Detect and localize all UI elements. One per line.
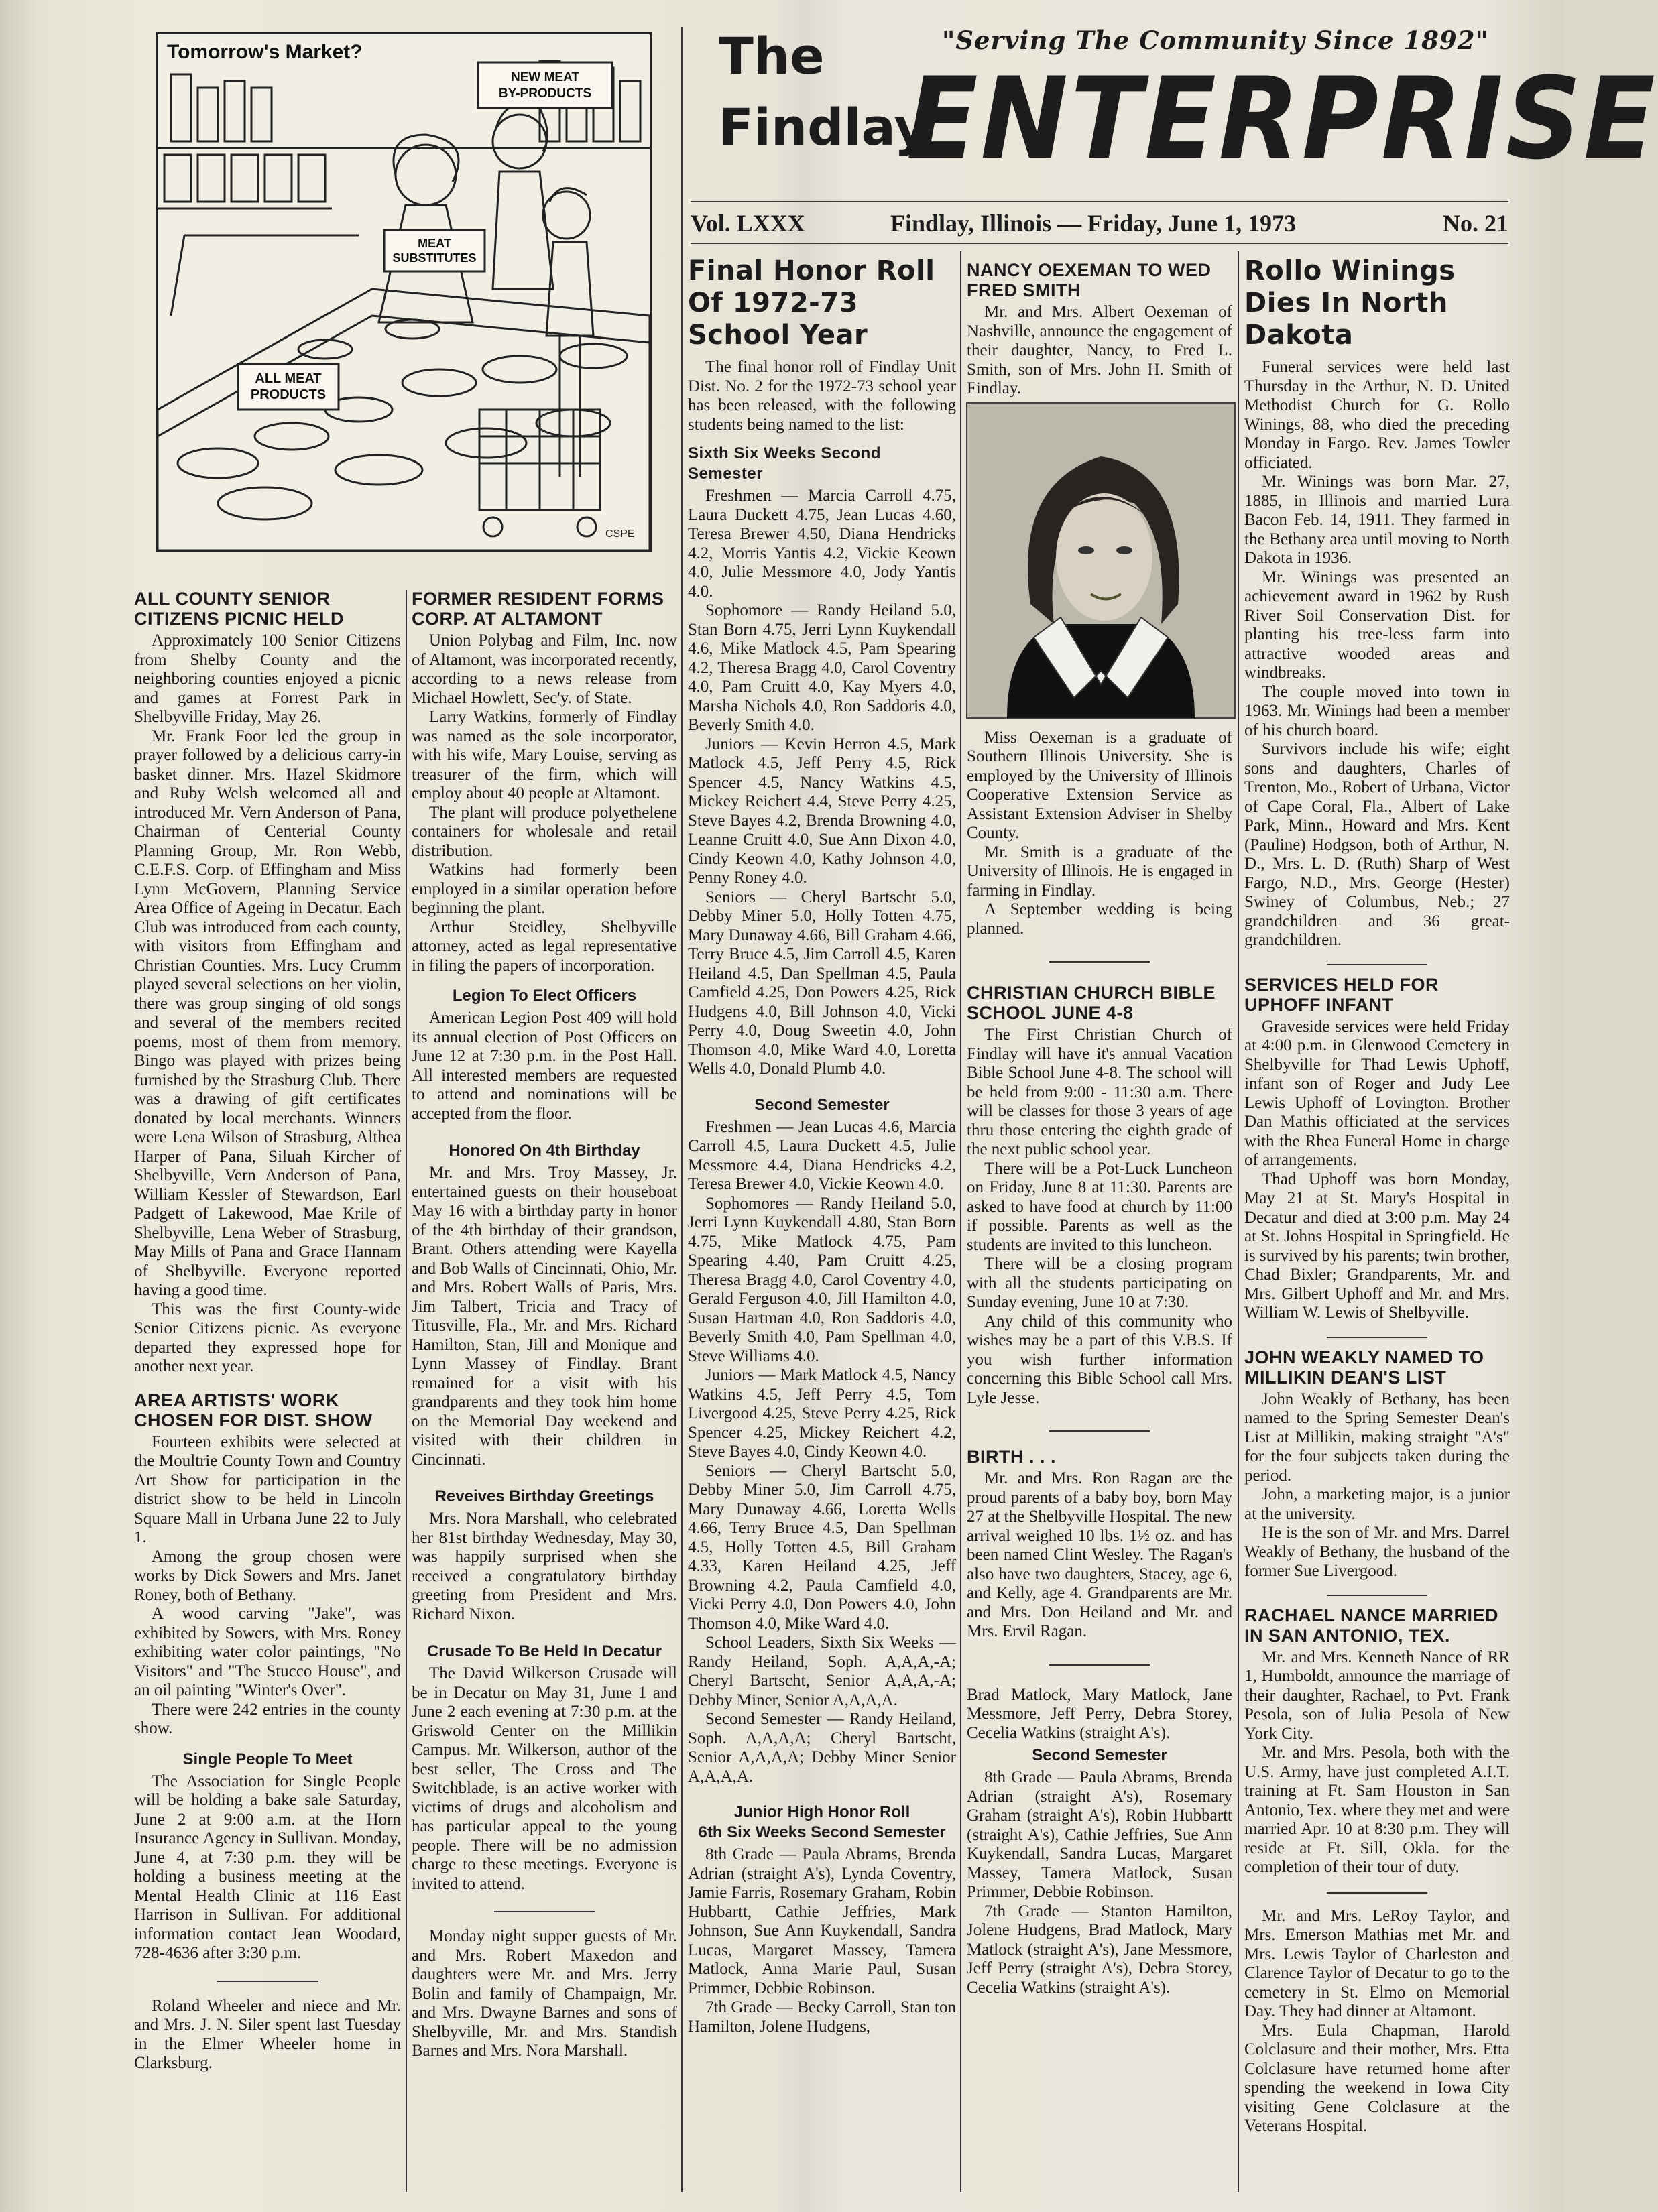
honor-list: Juniors — Kevin Herron 4.5, Mark Matlock 4.5, Jeff Perry 4.5, Rick Spencer 4.5, Nancy Watkins 4.5, Mickey Reichert 4.4, Steve Perry 4.25, Steve Bayes 4.2, Brenda Browning 4.0, Leanne Cruitt 4.0, Sue Ann Dixon 4.0, Cindy Keown 4.0, Kathy Johnson 4.0, Penny Roney 4.0. <box>688 735 956 887</box>
separator <box>1327 1892 1427 1894</box>
article-paragraph: Funeral services were held last Thursday in the Arthur, N. D. United Methodist Church for G. Rollo Winings, 88, who died the preceding Monday in Fargo. Rev. James Towler officiated. <box>1244 358 1510 472</box>
article-paragraph: Mr. and Mrs. Kenneth Nance of RR 1, Humboldt, announce the marriage of their daughter, Rachael, to Pvt. Frank Pesola, son of Julia Pesola of New York City. <box>1244 1648 1510 1743</box>
separator <box>1327 1595 1427 1596</box>
masthead-findlay: Findlay <box>719 97 928 157</box>
separator <box>1327 964 1427 965</box>
honor-list: 7th Grade — Becky Carroll, Stan ton Hamilton, Jolene Hudgens, <box>688 1998 956 2036</box>
column-rule-1 <box>406 590 407 2192</box>
article-paragraph: There will be a Pot-Luck Luncheon on Friday, June 8 at 11:30. Parents are asked to have food at church by 11:00 if possible. Parents as well as the students are invited to this luncheon. <box>967 1159 1232 1254</box>
separator <box>1049 1430 1150 1432</box>
cartoon-sign-all-meat: ALL MEAT PRODUCTS <box>250 371 327 402</box>
honor-list: 7th Grade — Stanton Hamilton, Jolene Hudgens, Brad Matlock, Mary Matlock (straight A's), Jane Messmore, Jeff Perry (straight A's), Debra Storey, Cecelia Watkins (straight A's). <box>967 1902 1232 1997</box>
cartoon-sign-new-meat: NEW MEAT BY-PRODUCTS <box>498 70 592 101</box>
cartoon-title: Tomorrow's Market? <box>167 41 363 63</box>
art-show-headline: AREA ARTISTS' WORK CHOSEN FOR DIST. SHOW <box>134 1390 373 1430</box>
honor-list: 8th Grade — Paula Abrams, Brenda Adrian (straight A's), Rosemary Graham (straight A's), Robin Hubbartt (straight A's), Cathie Jeffries, Sue Ann Kuykendall, Sandra Lucas, Margaret Massey, Tamera Matlock, Susan Primmer, Debbie Robinson. <box>967 1768 1232 1901</box>
column-rule-4 <box>1238 251 1239 2192</box>
single-people-headline: Single People To Meet <box>182 1749 353 1768</box>
article-paragraph: Monday night supper guests of Mr. and Mrs. Robert Maxedon and daughters were Mr. and Mrs. Jerry Bolin and family of Champaign, Mr. and Mrs. Dwayne Barnes and sons of Shelbyville, Mr. and Mrs. Standish Barnes and Mrs. Nora Marshall. <box>412 1927 677 2060</box>
separator <box>1049 1664 1150 1666</box>
honor-list: Seniors — Cheryl Bartscht 5.0, Debby Miner 5.0, Holly Totten 4.75, Mary Dunaway 4.66, Bill Graham 4.66, Terry Bruce 4.5, Jim Carroll 4.5, Karen Heiland 4.5, Dan Spellman 4.5, Paula Camfield 4.25, Don Powers 4.25, Rick Hudgens 4.0, Bill Johnson 4.0, Vicki Perry 4.0, Doug Sweetin 4.0, John Thomson 4.0, Mike Ward 4.0, Loretta Wells 4.0, Donald Plumb 4.0. <box>688 887 956 1078</box>
article-paragraph: Mr. Winings was born Mar. 27, 1885, in Illinois and married Lura Bacon Feb. 14, 1911. They farmed in the Bethany area until moving to North Dakota in 1936. <box>1244 473 1510 567</box>
deans-list-headline: JOHN WEAKLY NAMED TO MILLIKIN DEAN'S LIST <box>1244 1347 1484 1388</box>
article-paragraph: Mr. Winings was presented an achievement award in 1962 by Rush River Soil Conservation Dist. for planting his tree-less farm into attractive wooded areas and windbreaks. <box>1244 568 1510 682</box>
engagement-headline: NANCY OEXEMAN TO WED FRED SMITH <box>967 260 1211 300</box>
honor-list: Freshmen — Jean Lucas 4.6, Marcia Carroll 4.5, Laura Duckett 4.5, Julie Messmore 4.4, Diana Hendricks 4.2, Teresa Brewer 4.0, Vickie Keown 4.0. <box>688 1117 956 1193</box>
dateline-bar <box>691 206 1508 240</box>
honor-list: Sophomore — Randy Heiland 5.0, Stan Born 4.75, Jerri Lynn Kuykendall 4.6, Mike Matlock 4.5, Pam Spearing 4.2, Theresa Bragg 4.0, Carol Coventry 4.0, Pam Cruitt 4.0, Kay Myers 4.0, Marsha Nichols 4.0, Ron Saddoris 4.0, Beverly Smith 4.0. <box>688 601 956 734</box>
article-paragraph: Mr. Frank Foor led the group in prayer followed by a delicious carry-in basket dinner. Mrs. Hazel Skidmore and Ruby Welsh welcomed all and introduced Mr. Vern Anderson of Pana, Chairman of Centerial County Planning Group, Mr. Ron Webb, C.E.F.S. Corp. of Effingham and Miss Lynn McGovern, Planning Service Area Office of Ageing in Decatur. Each Club was introduced from each county, with visitors from Effingham and Christian Counties. Mrs. Lucy Crumm played several selections on her violin, there was group singing of old songs and several of the members recited poems, most of them from memory. Bingo was played with prizes being furnished by the Strasburg Club. There was a drawing of gift certificates donated by local merchants. Winners were Lena Wilson of Strasburg, Althea Harper of Pana, Siluah Kircher of Shelbyville, Vern Anderson of Pana, William Kessler of Stewardson, Earl Padgett of Lakewood, Mae Krile of Shelbyville, Lena Weber of Strasburg, May Mills of Pana and Grace Hannam of Shelbyville. Everyone reported having a good time. <box>134 727 401 1299</box>
column-5 <box>1244 253 1510 2204</box>
article-paragraph: The plant will produce polyethelene containers for wholesale and retail distribution. <box>412 803 677 860</box>
article-paragraph: He is the son of Mr. and Mrs. Darrel Weakly of Bethany, the husband of the former Sue Livergood. <box>1244 1524 1510 1580</box>
marriage-headline: RACHAEL NANCE MARRIED IN SAN ANTONIO, TEX. <box>1244 1605 1499 1646</box>
masthead-rule-top <box>691 201 1508 202</box>
former-resident-headline: FORMER RESIDENT FORMS CORP. AT ALTAMONT <box>412 589 664 629</box>
column-3 <box>688 253 956 2204</box>
honor-list: 8th Grade — Paula Abrams, Brenda Adrian (straight A's), Lynda Coventry, Jamie Farris, Rosemary Graham, Robin Hubbartt, Cathie Jeffries, Mark Johnson, Sue Ann Kuykendall, Sandra Lucas, Margaret Massey, Tamera Matlock, Anna Marie Paul, Susan Primmer, Debbie Robinson. <box>688 1845 956 1998</box>
market-cartoon-drawing <box>158 34 650 550</box>
article-paragraph: Thad Uphoff was born Monday, May 21 at St. Mary's Hospital in Decatur and died at 3:00 p.m. May 24 at St. Johns Hospital in Springfield. He is survived by his parents; twin brother, Chad Bixler; Grandparents, Mr. and Mrs. Gilbert Uphoff and Mr. and Mrs. William W. Lewis of Shelbyville. <box>1244 1170 1510 1322</box>
honor-list: Sophomores — Randy Heiland 5.0, Jerri Lynn Kuykendall 4.80, Stan Born 4.75, Mike Matlock 4.75, Pam Spearing 4.40, Pam Cruitt 4.25, Theresa Bragg 4.0, Carol Coventry 4.0, Gerald Ferguson 4.0, Jill Hamilton 4.0, Susan Hartman 4.0, Ron Saddoris 4.0, Beverly Smith 4.0, Pam Spellman 4.0, Steve Williams 4.0. <box>688 1194 956 1365</box>
legion-headline: Legion To Elect Officers <box>452 987 637 1005</box>
jh-second-semester-subhead: Second Semester <box>1032 1746 1167 1764</box>
separator <box>1049 961 1150 963</box>
cartoon-sign-substitutes: MEAT SUBSTITUTES <box>392 237 477 265</box>
article-paragraph: Larry Watkins, formerly of Findlay was named as the sole incorporator, with his wife, Mary Louise, serving as treasurer of the firm, which will employ about 40 people at Altamont. <box>412 708 677 802</box>
article-paragraph: Mr. and Mrs. Troy Massey, Jr. entertained guests on their houseboat May 16 with a birthday party in honor of the 4th birthday of their grandson, Brant. Others attending were Kayella and Bob Walls of Cincinnati, Ohio, Mr. and Mrs. Robert Walls of Paris, Mrs. Jim Talbert, Tricia and Tracy of Titusville, Fla., Mr. and Mrs. Richard Hamilton, Stan, Jill and Monique and Lynn Massey of Findlay. Brant remained for a visit with his grandparents and they took him home on the Memorial Day weekend and visited with their children in Cincinnati. <box>412 1164 677 1469</box>
article-paragraph: This was the first County-wide Senior Citizens picnic. As everyone departed they expressed hope for another next year. <box>134 1300 401 1375</box>
article-paragraph: American Legion Post 409 will hold its annual election of Post Officers on June 12 at 7:30 p.m. in the Post Hall. All interested members are requested to attend and nominations will be accepted from the floor. <box>412 1009 677 1123</box>
portrait-photo <box>967 403 1235 718</box>
article-paragraph: The First Christian Church of Findlay will have it's annual Vacation Bible School June 4-8. The school will be held from 9:00 - 11:30 a.m. There will be classes for those 3 years of age thru those entering the eighth grade of the next public school year. <box>967 1026 1232 1158</box>
crusade-headline: Crusade To Be Held In Decatur <box>426 1642 662 1660</box>
volume-number: Vol. LXXX <box>691 210 805 237</box>
honor-list: School Leaders, Sixth Six Weeks — Randy Heiland, Soph. A,A,A,-A; Cheryl Bartscht, Senior A,A,A,-A; Debby Miner, Senior A,A,A,A. <box>688 1634 956 1709</box>
article-paragraph: Mrs. Nora Marshall, who celebrated her 81st birthday Wednesday, May 30, was happily surprised when she received a congratulatory birthday greeting from President and Mrs. Richard Nixon. <box>412 1510 677 1623</box>
article-paragraph: Mr. Smith is a graduate of the University of Illinois. He is engaged in farming in Findlay. <box>967 843 1232 900</box>
masthead-the: The <box>719 26 825 86</box>
article-paragraph: Arthur Steidley, Shelbyville attorney, acted as legal representative in filing the papers of incorporation. <box>412 918 677 975</box>
article-paragraph: A September wedding is being planned. <box>967 900 1232 938</box>
article-paragraph: The Association for Single People will be holding a bake sale Saturday, June 2 at 9:00 a.m. at the Horn Insurance Agency in Sullivan. Monday, June 4, at 7:30 p.m. they will be holding a business meeting at the Mental Health Clinic at 116 East Harrison in Sullivan. For additional information contact Jean Woodard, 728-4636 after 3:30 p.m. <box>134 1772 401 1962</box>
article-paragraph: Mr. and Mrs. Albert Oexeman of Nashville, announce the engagement of their daughter, Nancy, to Fred L. Smith, son of Mrs. John H. Smith of Findlay. <box>967 303 1232 397</box>
article-paragraph: Approximately 100 Senior Citizens from Shelby County and the neighboring counties enjoyed a picnic and games at Forrest Park in Shelbyville Friday, May 26. <box>134 631 401 726</box>
dateline-text: Findlay, Illinois — Friday, June 1, 1973 <box>890 210 1297 237</box>
article-paragraph: Mr. and Mrs. Pesola, both with the U.S. Army, have just completed A.I.T. training at Ft. Sam Houston in San Antonio, Tex. where they met and were married Apr. 10 at 8:30 p.m. They will reside at Ft. Sill, Okla. for the completion of their tour of duty. <box>1244 1743 1510 1876</box>
separator <box>217 1981 318 1982</box>
masthead-rule-bottom <box>691 243 1508 244</box>
separator <box>494 1911 595 1912</box>
column-rule-main <box>681 27 683 2192</box>
article-paragraph: There were 242 entries in the county show. <box>134 1700 401 1737</box>
column-4 <box>967 253 1232 2204</box>
honor-roll-headline: Final Honor Roll Of 1972-73 School Year <box>688 255 935 351</box>
junior-high-headline: Junior High Honor Roll <box>733 1803 910 1821</box>
junior-high-subhead: 6th Six Weeks Second Semester <box>698 1823 946 1841</box>
column-2 <box>412 582 677 2204</box>
article-paragraph: Fourteen exhibits were selected at the Moultrie County Town and Country Art Show for participation in the district show to be held in Lincoln Square Mall in Urbana June 22 to July 1. <box>134 1432 401 1546</box>
senior-picnic-headline: ALL COUNTY SENIOR CITIZENS PICNIC HELD <box>134 589 345 629</box>
article-paragraph: The final honor roll of Findlay Unit Dist. No. 2 for the 1972-73 school year has been released, with the following students being named to the list: <box>688 358 956 434</box>
honor-list: Freshmen — Marcia Carroll 4.75, Laura Duckett 4.75, Jean Lucas 4.60, Teresa Brewer 4.50, Diana Hendricks 4.2, Morris Yantis 4.2, Vickie Keown 4.0, Julie Messmore 4.0, Jody Yantis 4.0. <box>688 487 956 601</box>
article-paragraph: John Weakly of Bethany, has been named to the Spring Semester Dean's List at Millikin, making straight "A's" for the four subjects taken during the period. <box>1244 1390 1510 1485</box>
portrait-drawing <box>967 403 1235 718</box>
article-paragraph: A wood carving "Jake", was exhibited by Sowers, with Mrs. Roney exhibiting water color paintings, "No Visitors" and "The Stucco House", and an oil painting "Winter's Over". <box>134 1605 401 1699</box>
article-paragraph: Any child of this community who wishes may be a part of this V.B.S. If you wish further information concerning this Bible School call Mrs. Lyle Jesse. <box>967 1312 1232 1407</box>
honor-list: Juniors — Mark Matlock 4.5, Nancy Watkins 4.5, Jeff Perry 4.5, Tom Livergood 4.25, Steve Perry 4.25, Rick Spencer 4.25, Mickey Reichert 4.2, Steve Bayes 4.0, Cindy Keown 4.0. <box>688 1366 956 1461</box>
article-paragraph: Graveside services were held Friday at 4:00 p.m. in Glenwood Cemetery in Shelbyville for Thad Lewis Uphoff, infant son of Roger and Judy Lee Lewis Uphoff of Lovington. Brother Dan Mathis officiated at the services with the Rhea Funeral Home in charge of arrangements. <box>1244 1017 1510 1169</box>
issue-number: No. 21 <box>1443 210 1508 237</box>
article-paragraph: Among the group chosen were works by Dick Sowers and Mrs. Janet Roney, both of Bethany. <box>134 1547 401 1604</box>
obituary-headline: Rollo Winings Dies In North Dakota <box>1244 255 1456 351</box>
honor-list: Brad Matlock, Mary Matlock, Jane Messmore, Jeff Perry, Debra Storey, Cecelia Watkins (straight A's). <box>967 1685 1232 1742</box>
article-paragraph: Roland Wheeler and niece and Mr. and Mrs. J. N. Siler spent last Tuesday in the Elmer Wheeler home in Clarksburg. <box>134 1996 401 2072</box>
article-paragraph: Watkins had formerly been employed in a similar operation before beginning the plant. <box>412 861 677 917</box>
article-paragraph: John, a marketing major, is a junior at the university. <box>1244 1485 1510 1523</box>
birthday-headline: Honored On 4th Birthday <box>449 1142 640 1160</box>
article-paragraph: The David Wilkerson Crusade will be in Decatur on May 31, June 1 and June 2 each evening at 7:30 p.m. at the Griswold Center on the Millikin Campus. Mr. Wilkerson, author of the best seller, The Cross and The Switchblade, is an active worker with victims of drugs and alcoholism and has particular appeal to the young people. There will be no admission charge to these meetings. Everyone is invited to attend. <box>412 1664 677 1893</box>
column-1 <box>134 582 401 2204</box>
masthead-enterprise: ENTERPRISE <box>906 53 1658 184</box>
article-paragraph: Mrs. Eula Chapman, Harold Colclasure and their mother, Mrs. Etta Colclasure have returned home after spending the weekend in Iowa City visiting Gene Colclasure at the Veterans Hospital. <box>1244 2021 1510 2135</box>
article-paragraph: Survivors include his wife; eight sons and daughters, Charles of Trenton, Mo., Robert of Urbana, Victor of Cape Coral, Fla., Albert of Lake Park, Minn., Howard and Mrs. Kent (Pauline) Hodgson, both of Arthur, N. D., Mrs. L. D. (Ruth) Sharp of West Fargo, N.D., Mrs. George (Hester) Swiney of Columbus, Neb.; 27 grandchildren and 36 great-grandchildren. <box>1244 740 1510 949</box>
uphoff-headline: SERVICES HELD FOR UPHOFF INFANT <box>1244 974 1439 1015</box>
sixth-six-weeks-subhead: Sixth Six Weeks Second Semester <box>688 444 881 483</box>
column-rule-3 <box>960 251 961 2192</box>
honor-list: Seniors — Cheryl Bartscht 5.0, Debby Miner 5.0, Jim Carroll 4.75, Mary Dunaway 4.66, Loretta Wells 4.66, Terry Bruce 4.5, Dan Spellman 4.5, Holly Totten 4.5, Bill Graham 4.33, Karen Heiland 4.25, Jeff Browning 4.2, Paula Camfield 4.0, Vicki Perry 4.0, Don Powers 4.0, John Thomson 4.0, Mike Ward 4.0. <box>688 1461 956 1633</box>
article-paragraph: There will be a closing program with all the students participating on Sunday evening, June 10 at 7:30. <box>967 1255 1232 1311</box>
article-paragraph: The couple moved into town in 1963. Mr. Winings had been a member of his church board. <box>1244 682 1510 739</box>
article-paragraph: Mr. and Mrs. LeRoy Taylor, and Mrs. Emerson Mathias met Mr. and Mrs. Lewis Taylor of Charleston and Clarence Taylor of Decatur to go to the cemetery in St. Elmo on Memorial Day. They had dinner at Altamont. <box>1244 1906 1510 2020</box>
birth-headline: BIRTH . . . <box>967 1447 1056 1467</box>
cartoon-illustration <box>156 32 652 552</box>
article-paragraph: Union Polybag and Film, Inc. now of Altamont, was incorporated recently, according to a news release from Michael Howlett, Sec'y. of State. <box>412 631 677 707</box>
article-paragraph: Mr. and Mrs. Ron Ragan are the proud parents of a baby boy, born May 27 at the Shelbyville Hospital. The new arrival weighed 10 lbs. 1½ oz. and has been named Clint Wesley. The Ragan's also have two daughters, Stacey, age 6, and Kelly, age 4. Grandparents are Mr. and Mrs. Don Heiland and Mr. and Mrs. Ervil Ragan. <box>967 1469 1232 1640</box>
article-paragraph: Miss Oexeman is a graduate of Southern Illinois University. She is employed by the University of Illinois Cooperative Extension Service as Assistant Extension Adviser in Shelby County. <box>967 728 1232 842</box>
separator <box>1327 1337 1427 1338</box>
greetings-headline: Reveives Birthday Greetings <box>434 1487 654 1506</box>
cartoon-signature: CSPE <box>605 528 635 540</box>
bible-school-headline: CHRISTIAN CHURCH BIBLE SCHOOL JUNE 4-8 <box>967 983 1216 1023</box>
honor-list: Second Semester — Randy Heiland, Soph. A,A,A,A; Cheryl Bartscht, Senior A,A,A,A; Debby Miner Senior A,A,A,A. <box>688 1710 956 1786</box>
second-semester-subhead: Second Semester <box>754 1095 890 1114</box>
masthead-slogan: "Serving The Community Since 1892" <box>942 25 1489 55</box>
